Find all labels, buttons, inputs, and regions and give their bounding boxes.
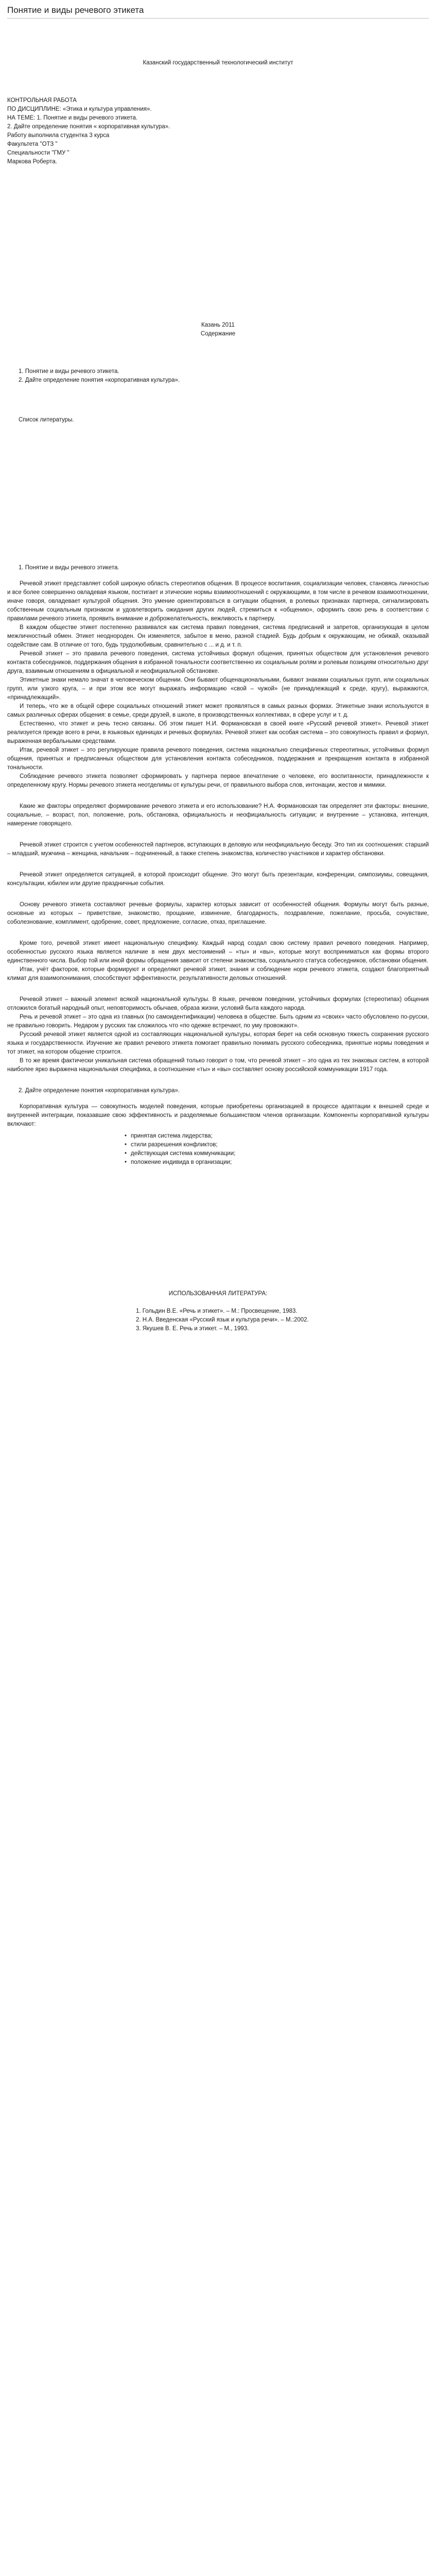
paragraph: В то же время фактически уникальная система обращений только говорит о том, что речевой этикет – это одна из тех знаковых систем, в которой наиболее ярко выражена национальная специфика, а соотношение «ты» и «вы» составляет основу российской коммуникации 1917 года. — [7, 1058, 429, 1073]
contents-heading: Содержание — [200, 331, 236, 337]
literature-reference: Список литературы. — [19, 417, 74, 423]
paragraph: И теперь, что же в общей сфере социальных отношений этикет может проявляться в самых разных формах. Этикетные знаки используются в самых различных сферах общения: в семье, среди друзей, в школе, в производственных коллективах, в сфере услуг и т. д. — [7, 703, 429, 718]
city-year: Казань 2011 — [201, 322, 235, 328]
cover-page — [7, 59, 429, 425]
paragraph: Речевой этикет строится с учетом особенностей партнеров, вступающих в деловую или неофициальную беседу. Это тип их соотношения: старший – младший, мужчина – женщина, начальник – подчиненный, а также степень знакомства, количество участников и характер обстановки. — [7, 842, 429, 857]
cover-footer — [7, 321, 429, 338]
list-item: • положение индивида в организации; — [131, 1158, 429, 1167]
cover-meta-line: НА ТЕМЕ: 1. Понятие и виды речевого этикета. — [7, 115, 138, 121]
paragraph: В каждом обществе этикет постепенно развивался как система правил поведения, система предписаний и запретов, организующая в целом межличностный обмен. Этикет неоднороден. Он изменяется, забытое в меню, разной стадией. Будь добрым к окружающим, не обижай, оказывай содействие сам. В отличие от того, будь трудолюбивым, сравнительно с ... и д. и т. п. — [7, 624, 429, 648]
toc-item: 1. Понятие и виды речевого этикета. — [19, 368, 119, 375]
list-item: • действующая система коммуникации; — [131, 1149, 429, 1158]
paragraph: Речевой этикет – это правила речевого поведения, система устойчивых формул общения, принятых обществом для установления речевого контакта собеседников, поддержания общения в избранной тональности соответственно их социальным ролям и ролевым позициям относительно друг друга, взаимным отношениям в официальной и неофициальной обстановке. — [7, 651, 429, 674]
paragraph: Какие же факторы определяют формирование речевого этикета и его использование? Н.А. Формановская так определяет эти факторы: внешние, социальные, – возраст, пол, положение, роль, обстановка, официальность и неофициальность ситуации; и внутренние – установка, интенция, намерение говорящего. — [7, 803, 429, 827]
literature-item: 3. Якушев В. Е. Речь и этикет. – М., 1993. — [136, 1326, 249, 1332]
essay-body — [7, 564, 429, 1167]
paragraph: Итак, речевой этикет – это регулирующие правила речевого поведения, система национально специфичных стереотипных, устойчивых формул общения, принятых и предписанных обществом для установления контакта собеседников, поддержания и прекращения контакта в избранной тональности. — [7, 747, 429, 771]
literature-item: 1. Гольдин В.Е. «Речь и этикет». – М.: Просвещение, 1983. — [136, 1308, 298, 1314]
paragraph: Речевой этикет представляет собой широкую область стереотипов общения. В процессе воспитания, социализации человек, становясь личностью и все более совершенно овладевая языком, постигает и этическиe нормы взаимоотношений с окружающими, в том числе в речевом взаимоотношении, иначе говоря, овладевает культурой общения. Это умение ориентироваться в ситуации общения, в ролевых признаках партнера, сигнализировать собственным социальным признаком и удовлетворить ожидания других людей, стремиться к «общению», оформить свою речь в соответствии с правилами речевого этикета, проявить внимание и доброжелательность, вежливость к партнеру. — [7, 581, 429, 622]
paragraph: Корпоративная культура — совокупность моделей поведения, которые приобретены организацией в процессе адаптации к внешней среде и внутренней интеграции, показавшие свою эффективность и разделяемые большинством членов организации. Компоненты корпоративной культуры включают: — [7, 1104, 429, 1127]
cover-meta-line: Работу выполнила студентка 3 курса — [7, 132, 110, 139]
section-heading: 1. Понятие и виды речевого этикета. — [19, 565, 119, 571]
paragraph: Этикетные знаки немало значат в человеческом общении. Они бывают общенациональными, бывают знаками социальных групп, или социальных групп, или узкого круга, – и при этом все могут выражать информацию «свой – чужой» (не принадлежащий к среде, кругу), выражаются, «принадлежащий». — [7, 677, 429, 701]
toc-item: 2. Дайте определение понятия «корпоративная культура». — [19, 377, 180, 383]
institute-name: Казанский государственный технологический институт — [143, 60, 293, 66]
section-heading: 2. Дайте определение понятия «корпоративная культура». — [19, 1088, 180, 1094]
literature-heading: ИСПОЛЬЗОВАННАЯ ЛИТЕРАТУРА: — [168, 1291, 268, 1297]
list-item: • стили разрешения конфликтов; — [131, 1141, 429, 1149]
list-item: • принятая система лидерства; — [131, 1132, 429, 1141]
paragraph: Соблюдение речевого этикета позволяет сформировать у партнера первое впечатление о человеке, его воспитанности, принадлежности к определенному кругу. Нормы речевого этикета неотделимы от культуры речи, от правильного выбора слов, интонации, жестов и мимики. — [7, 773, 429, 788]
cover-meta-line: КОНТРОЛЬНАЯ РАБОТА — [7, 97, 77, 104]
table-of-contents — [7, 367, 429, 385]
paragraph: Речевой этикет определяется ситуацией, в которой происходит общение. Это могут быть презентации, конференции, симпозиумы, совещания, консультации, юбилеи или другие праздничные события. — [7, 872, 429, 887]
cover-meta-line: ПО ДИСЦИПЛИНЕ: «Этика и культура управления». — [7, 106, 152, 112]
paragraph: Итак, учёт факторов, которые формируют и определяют речевой этикет, знания и соблюдение норм речевого этикета, создают благоприятный климат для взаимопонимания, способствуют эффективности, результативности деловых отношений. — [7, 967, 429, 981]
document-title: Понятие и виды речевого этикета — [7, 5, 429, 19]
literature-list — [7, 1307, 429, 1333]
bullet-list — [7, 1132, 429, 1167]
cover-meta-line: 2. Дайте определение понятия « корпоративная культура». — [7, 124, 170, 130]
paragraph: Основу речевого этикета составляют речевые формулы, характер которых зависит от особенностей общения. Формулы могут быть разные, основные из которых – приветствие, знакомство, прощание, извинение, благодарность, поздравление, пожелание, просьба, сочувствие, соболезнование, комплимент, одобрение, совет, предложение, согласие, отказ, приглашение. — [7, 902, 429, 925]
cover-meta-line: Факультета "ОТЗ " — [7, 141, 58, 147]
literature-item: 2. Н.А. Введенская «Русский язык и культура речи». – М.:2002. — [136, 1317, 309, 1323]
paragraph: Речь и речевой этикет – это одна из главных (по самоидентификации) человека в обществе. Быть одним из «своих» часто обусловлено по-русски, не правильно говорить. Недаром у русских так сложилось что «по одежке встречают, по уму провожают». — [7, 1014, 429, 1029]
cover-meta-line: Маркова Роберта. — [7, 159, 57, 165]
cover-meta-line: Специальности "ГМУ " — [7, 150, 69, 156]
paragraph: Речевой этикет – важный элемент всякой национальной культуры. В языке, речевом поведении, устойчивых формулах (стереотипах) общения отложился богатый народный опыт, неповторимость обычаев, образа жизни, условий быта каждого народа. — [7, 996, 429, 1011]
paragraph: Естественно, что этикет и речь тесно связаны. Об этом пишет Н.И. Формановская в своей книге «Русский речевой этикет». Речевой этикет реализуется прежде всего в речи, в языковых единицах и речевых формулах. Речевой этикет как особая система – это совокупность правил и формул, выраженная вербальными средствами. — [7, 721, 429, 744]
paragraph: Кроме того, речевой этикет имеет национальную специфику. Каждый народ создал свою систему правил речевого поведения. Например, особенностью русского языка является наличие в нем двух местоимений – «ты» и «вы», которые могут восприниматься как формы второго единственного числа. Выбор той или иной формы обращения зависит от степени знакомства, социального статуса собеседников, обстановки общения. — [7, 940, 429, 964]
paragraph: Русский речевой этикет является одной из составляющих национальной культуры, которая берет на себя основную тяжесть сохранения русского языка и государственности. Изучение же правил речевого этикета помогает правильно понимать русского собеседника, принятые нормы поведения и тот этикет, на котором общение строится. — [7, 1031, 429, 1055]
